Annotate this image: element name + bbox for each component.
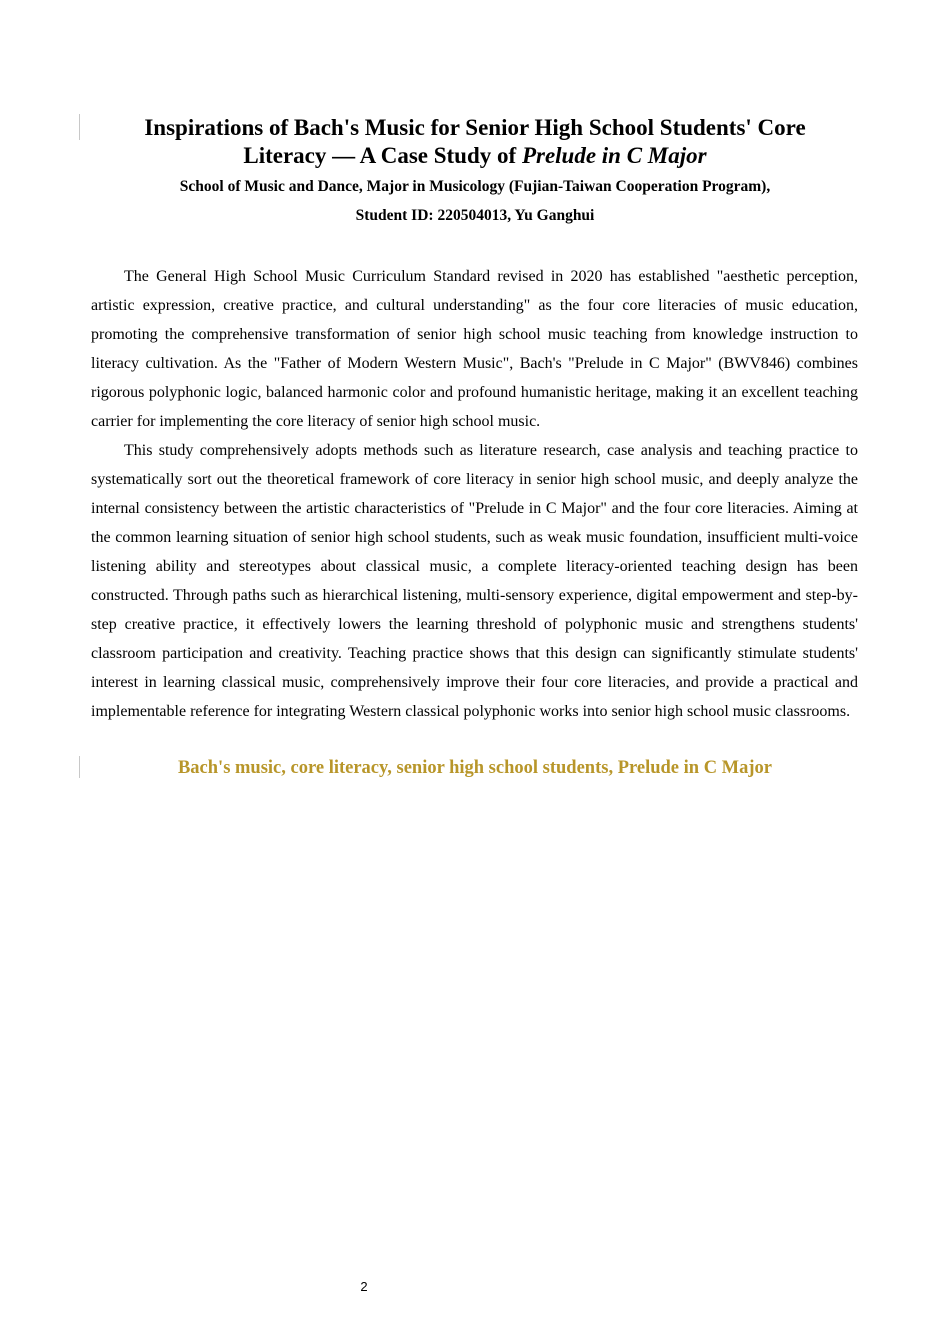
title-main-text: Inspirations of Bach's Music for Senior High School Students' Core Literacy — A Case Study of (144, 115, 806, 168)
title-margin-mark (79, 114, 80, 140)
document-title (100, 114, 850, 170)
keywords-line: Bach's music, core literacy, senior high school students, Prelude in C Major (177, 758, 773, 778)
affiliation-line: School of Music and Dance, Major in Musicology (Fujian-Taiwan Cooperation Program), (179, 178, 771, 195)
student-id-line: Student ID: 220504013, Yu Ganghui (355, 207, 595, 224)
keywords-margin-mark (79, 756, 80, 778)
title-italic-text: Prelude in C Major (521, 143, 707, 168)
abstract-paragraph-2: This study comprehensively adopts methods such as literature research, case analysis and teaching practice to systematically sort out the theoretical framework of core literacy in senior high school music, and deeply analyze the internal consistency between the artistic characteristics of "Prelude in C Major" and the four core literacies. Aiming at the common learning situation of senior high school students, such as weak music foundation, insufficient multi-voice listening ability and stereotypes about classical music, a complete literacy-oriented teaching design has been constructed. Through paths such as hierarchical listening, multi-sensory experience, digital empowerment and step-by-step creative practice, it effectively lowers the learning threshold of polyphonic music and strengthens students' classroom participation and creativity. Teaching practice shows that this design can significantly stimulate students' interest in learning classical music, comprehensively improve their four core literacies, and provide a practical and implementable reference for integrating Western classical polyphonic works into senior high school music classrooms. (91, 442, 858, 720)
page-number: 2 (360, 1279, 368, 1294)
abstract-body (91, 262, 858, 726)
abstract-paragraph-1: The General High School Music Curriculum Standard revised in 2020 has established "aesthetic perception, artistic expression, creative practice, and cultural understanding" as the four core literacies of music education, promoting the comprehensive transformation of senior high school music teaching from knowledge instruction to literacy cultivation. As the "Father of Modern Western Music", Bach's "Prelude in C Major" (BWV846) combines rigorous polyphonic logic, balanced harmonic color and profound humanistic heritage, making it an excellent teaching carrier for implementing the core literacy of senior high school music. (91, 268, 858, 430)
